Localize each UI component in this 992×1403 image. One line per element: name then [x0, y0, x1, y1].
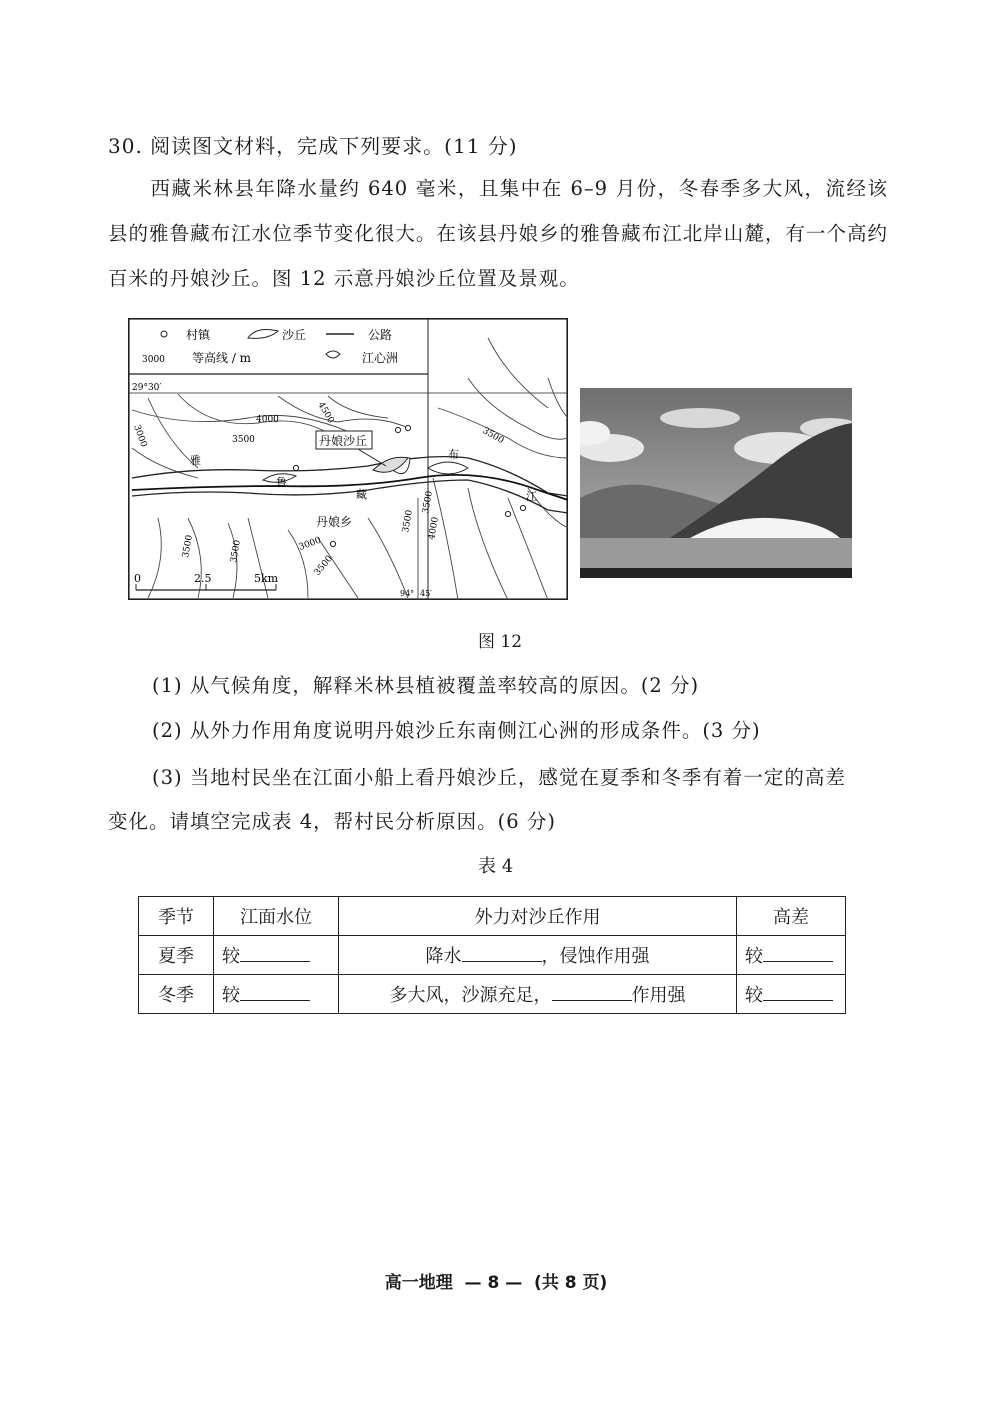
svg-text:0: 0 — [134, 572, 141, 585]
legend-dune: 沙丘 — [282, 328, 307, 342]
table-header-row — [139, 897, 846, 936]
lon-label-deg: 94° — [400, 589, 415, 598]
svg-text:3500: 3500 — [421, 490, 435, 515]
river-char: 藏 — [356, 488, 367, 501]
blank-field[interactable] — [240, 943, 310, 962]
svg-text:3500: 3500 — [181, 534, 195, 559]
svg-text:3500: 3500 — [480, 425, 506, 447]
header-season: 季节 — [139, 897, 214, 936]
town-label: 丹娘乡 — [316, 515, 353, 529]
cell-effect: 降水 ，侵蚀作用强 — [339, 936, 737, 975]
cell-effect: 多大风，沙源充足， 作用强 — [339, 975, 737, 1014]
paragraph-text: 西藏米林县年降水量约 640 毫米，且集中在 6–9 月份，冬春季多大风，流经该县的雅鲁藏布江水位季节变化很大。在该县丹娘乡的雅鲁藏布江北岸山麓，有一个高约百米的丹娘沙丘。图 12 示意丹娘沙丘位置及景观。 — [108, 177, 888, 290]
blank-field[interactable] — [552, 982, 632, 1001]
svg-text:5km: 5km — [254, 572, 279, 585]
cell-height-diff: 较 — [737, 975, 846, 1014]
blank-field[interactable] — [763, 943, 833, 962]
svg-text:2.5: 2.5 — [194, 572, 212, 585]
header-effect: 外力对沙丘作用 — [339, 897, 737, 936]
river-char: 鲁 — [276, 476, 287, 489]
cell-season: 冬季 — [139, 975, 214, 1014]
svg-text:3000: 3000 — [297, 535, 323, 553]
svg-text:3000: 3000 — [131, 423, 149, 449]
figure-caption: 图 12 — [478, 632, 523, 652]
legend-village: 村镇 — [186, 328, 211, 342]
legend-road: 公路 — [368, 328, 393, 342]
svg-text:3500: 3500 — [229, 539, 243, 564]
cell-season: 夏季 — [139, 936, 214, 975]
sub-question-3: (3) 当地村民坐在江面小船上看丹娘沙丘，感觉在夏季和冬季有着一定的高差 — [152, 766, 846, 789]
lon-label-min: 45′ — [420, 589, 432, 598]
table-4 — [138, 896, 846, 1014]
legend-contour-sample: 3000 — [142, 355, 165, 365]
page-footer: 高一地理 — 8 — (共 8 页) — [384, 1273, 608, 1293]
legend-islet: 江心洲 — [362, 351, 399, 365]
question-title: 30. 阅读图文材料，完成下列要求。(11 分) — [108, 134, 518, 158]
cell-water-level: 较 — [214, 936, 339, 975]
sub-question-3-cont: 变化。请填空完成表 4，帮村民分析原因。(6 分) — [108, 810, 556, 833]
dune-location-map — [128, 318, 568, 600]
table-row — [139, 975, 846, 1014]
svg-text:3500: 3500 — [312, 553, 336, 578]
dune-landscape-photo — [580, 388, 852, 578]
header-water-level: 江面水位 — [214, 897, 339, 936]
river-char: 江 — [526, 490, 537, 503]
cell-height-diff: 较 — [737, 936, 846, 975]
legend-contour: 等高线 / m — [192, 351, 252, 365]
svg-text:4000: 4000 — [256, 415, 279, 425]
table-row — [139, 936, 846, 975]
river-char: 雅 — [190, 454, 201, 467]
header-height-diff: 高差 — [737, 897, 846, 936]
svg-text:4500: 4500 — [315, 400, 336, 426]
question-paragraph — [108, 166, 888, 301]
svg-text:3500: 3500 — [401, 509, 415, 534]
river-char: 布 — [448, 448, 459, 461]
lat-label: 29°30′ — [132, 383, 162, 393]
blank-field[interactable] — [763, 982, 833, 1001]
cell-water-level: 较 — [214, 975, 339, 1014]
sub-question-1: (1) 从气候角度，解释米林县植被覆盖率较高的原因。(2 分) — [152, 674, 700, 697]
blank-field[interactable] — [240, 982, 310, 1001]
table-caption: 表 4 — [478, 856, 514, 877]
blank-field[interactable] — [462, 943, 542, 962]
svg-text:4000: 4000 — [427, 516, 441, 541]
sub-question-2: (2) 从外力作用角度说明丹娘沙丘东南侧江心洲的形成条件。(3 分) — [152, 719, 761, 742]
dune-label: 丹娘沙丘 — [319, 434, 368, 448]
svg-text:3500: 3500 — [232, 435, 255, 445]
